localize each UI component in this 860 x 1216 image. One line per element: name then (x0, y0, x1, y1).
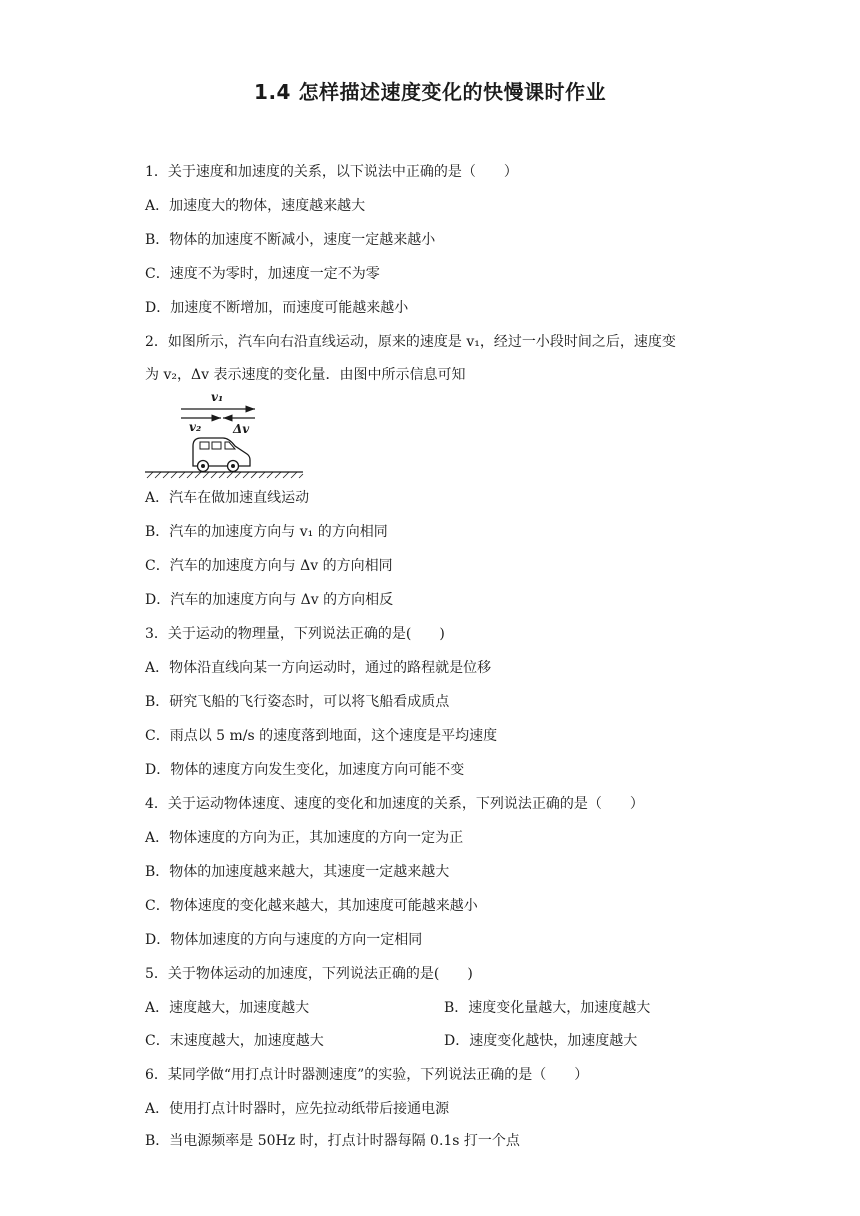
v1-label: v₁ (211, 390, 224, 404)
question-3-option-a: A．物体沿直线向某一方向运动时，通过的路程就是位移 (145, 660, 492, 676)
question-5-option-c: C．末速度越大，加速度越大 (145, 1033, 324, 1049)
question-6-option-b: B．当电源频率是 50Hz 时，打点计时器每隔 0.1s 打一个点 (145, 1133, 520, 1149)
question-3-option-b: B．研究飞船的飞行姿态时，可以将飞船看成质点 (145, 694, 450, 710)
question-5-option-b: B．速度变化量越大，加速度越大 (444, 1000, 651, 1016)
question-2-stem-line1: 2．如图所示，汽车向右沿直线运动，原来的速度是 v₁，经过一小段时间之后，速度变 (145, 334, 676, 350)
v2-label: v₂ (189, 420, 202, 434)
ground-hatching (147, 472, 303, 478)
question-5-option-a: A．速度越大，加速度越大 (145, 1000, 310, 1016)
question-6-stem: 6．某同学做“用打点计时器测速度”的实验，下列说法正确的是（ ） (145, 1067, 589, 1083)
question-4-option-b: B．物体的加速度越来越大，其速度一定越来越大 (145, 864, 450, 880)
question-5-option-d: D．速度变化越快，加速度越大 (444, 1033, 638, 1049)
car-icon (193, 438, 250, 472)
delta-v-label: Δv (233, 422, 250, 436)
question-4-option-c: C．物体速度的变化越来越大，其加速度可能越来越小 (145, 898, 478, 914)
question-4-option-a: A．物体速度的方向为正，其加速度的方向一定为正 (145, 830, 464, 846)
question-1-option-c: C．速度不为零时，加速度一定不为零 (145, 266, 380, 282)
question-3-option-d: D．物体的速度方向发生变化，加速度方向可能不变 (145, 762, 465, 778)
question-4-stem: 4．关于运动物体速度、速度的变化和加速度的关系，下列说法正确的是（ ） (145, 796, 644, 812)
question-3-stem: 3．关于运动的物理量，下列说法正确的是( ) (145, 626, 445, 642)
question-4-option-d: D．物体加速度的方向与速度的方向一定相同 (145, 932, 423, 948)
question-2-option-b: B．汽车的加速度方向与 v₁ 的方向相同 (145, 524, 388, 540)
question-2-option-d: D．汽车的加速度方向与 Δv 的方向相反 (145, 592, 394, 608)
question-1-option-b: B．物体的加速度不断减小，速度一定越来越小 (145, 232, 436, 248)
question-1-option-a: A．加速度大的物体，速度越来越大 (145, 198, 366, 214)
question-2-stem-line2: 为 v₂，Δv 表示速度的变化量．由图中所示信息可知 (145, 367, 466, 383)
document-title: 1.4 怎样描述速度变化的快慢课时作业 (254, 80, 606, 104)
question-6-option-a: A．使用打点计时器时，应先拉动纸带后接通电源 (145, 1101, 450, 1117)
question-1-option-d: D．加速度不断增加，而速度可能越来越小 (145, 300, 409, 316)
question-3-option-c: C．雨点以 5 m/s 的速度落到地面，这个速度是平均速度 (145, 728, 498, 744)
question-1-stem: 1．关于速度和加速度的关系，以下说法中正确的是（ ） (145, 164, 518, 180)
car-velocity-diagram (143, 388, 308, 480)
question-2-option-a: A．汽车在做加速直线运动 (145, 490, 310, 506)
question-5-stem: 5．关于物体运动的加速度，下列说法正确的是( ) (145, 966, 473, 982)
question-2-option-c: C．汽车的加速度方向与 Δv 的方向相同 (145, 558, 393, 574)
